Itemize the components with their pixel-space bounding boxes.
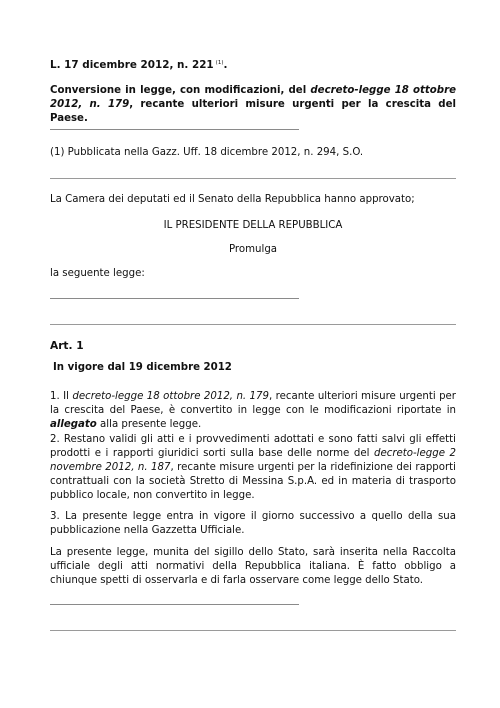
p2-text-c: , recante misure urgenti per la ridefinizione dei rapporti contrattuali con la società Stretto di Messina S.p.A. ed in materia di trasporto pubblico locale, non convertito in legge. [50, 462, 457, 501]
promulga-heading: Promulga [228, 244, 278, 255]
law-title [50, 56, 227, 72]
separator-rule [50, 129, 299, 130]
subtitle-part-2: , recante ulteriori misure urgenti per la crescita del Paese. [50, 99, 456, 124]
article-paragraph-1 [50, 390, 456, 432]
publication-footnote: (1) Pubblicata nella Gazz. Uff. 18 dicembre 2012, n. 294, S.O. [50, 147, 364, 158]
article-label: Art. 1 [50, 340, 84, 352]
p1-text-e: alla presente legge. [96, 419, 202, 430]
p1-text-c: , recante ulteriori misure urgenti per la crescita del Paese, è convertito in legge con le modificazioni riportate in [50, 391, 456, 416]
president-heading: IL PRESIDENTE DELLA REPUBBLICA [163, 220, 343, 231]
p2-decree-ref: decreto-legge 2 novembre 2012, n. 187 [50, 448, 457, 473]
separator-rule-full [50, 630, 456, 631]
subtitle-part-1: Conversione in legge, con modificazioni, del [50, 85, 311, 96]
separator-rule-full [50, 324, 456, 325]
law-title-text: L. 17 dicembre 2012, n. 221 [50, 59, 214, 71]
separator-rule-full [50, 178, 456, 179]
p1-allegato-link[interactable]: allegato [50, 419, 97, 430]
closing-paragraph: La presente legge, munita del sigillo dello Stato, sarà inserita nella Raccolta ufficiale degli atti normativi della Repubblica italiana. È fatto obbligo a chiunque spetti di osservarla e di farla osservare come legge dello Stato. [50, 547, 456, 586]
p2-text-a: 2. Restano validi gli atti e i provvedimenti adottati e sono fatti salvi gli effetti prodotti e i rapporti giuridici sorti sulla base delle norme del [50, 434, 456, 459]
subtitle-decree-ref: decreto-legge 18 ottobre 2012, n. 179 [50, 85, 456, 110]
law-subtitle [50, 84, 456, 126]
seguente-legge: la seguente legge: [50, 268, 145, 279]
separator-rule [50, 604, 299, 605]
approval-statement: La Camera dei deputati ed il Senato della Repubblica hanno approvato; [50, 194, 415, 205]
p1-decree-ref: decreto-legge 18 ottobre 2012, n. 179 [72, 391, 269, 402]
p1-text-a: 1. Il [50, 391, 73, 402]
law-title-end: . [223, 59, 228, 71]
vigore-date: In vigore dal 19 dicembre 2012 [53, 362, 232, 373]
separator-rule [50, 298, 299, 299]
footnote-ref[interactable]: (1) [215, 60, 224, 66]
article-paragraph-2 [50, 433, 456, 503]
article-paragraph-3: 3. La presente legge entra in vigore il giorno successivo a quello della sua pubblicazione nella Gazzetta Ufficiale. [50, 511, 456, 536]
